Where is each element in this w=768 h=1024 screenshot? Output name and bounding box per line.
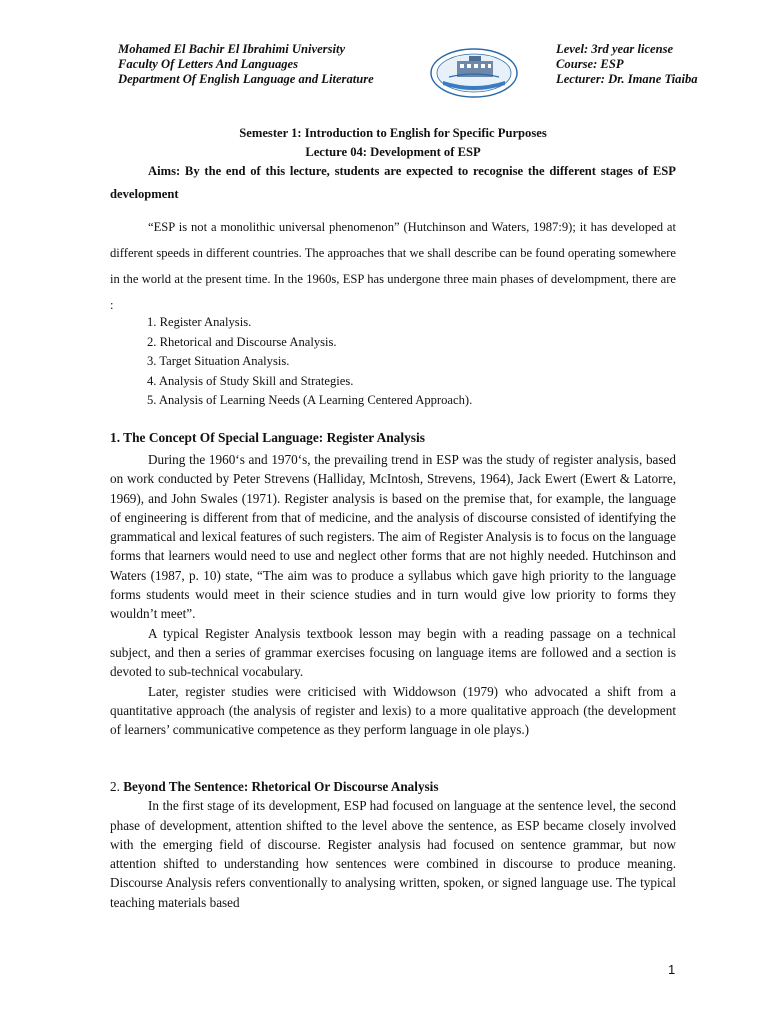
lecture-subtitle: Lecture 04: Development of ESP — [305, 145, 481, 159]
list-item: 5. Analysis of Learning Needs (A Learning Centered Approach). — [147, 393, 473, 407]
university-logo — [429, 47, 519, 99]
section-2-paragraph: In the first stage of its development, ESP had focused on language at the sentence level, the second phase of development, attention shifted to the level above the sentence, as ESP became closely involved with the emerging field of discourse. Register analysis had focused on sentence grammar, but now attention shifted to understanding how sentences were combined in discourse to produce meaning. Discourse Analysis refers conventionally to analysing written, spoken, or signed language use. The typical teaching materials based — [110, 798, 676, 910]
section-2-number: 2. — [110, 779, 124, 794]
section-2 — [110, 777, 676, 912]
aims-paragraph — [110, 160, 676, 206]
level-label: Level: 3rd year license — [556, 42, 674, 56]
section-2-heading — [110, 777, 676, 796]
faculty-name: Faculty Of Letters And Languages — [118, 57, 299, 71]
intro-section — [110, 214, 676, 318]
list-item: 4. Analysis of Study Skill and Strategies. — [147, 373, 354, 388]
list-item: 3. Target Situation Analysis. — [147, 354, 290, 368]
lecturer-label: Lecturer: Dr. Imane Tiaiba — [556, 72, 698, 86]
page-number: 1 — [668, 962, 676, 977]
section-1-paragraph-2: A typical Register Analysis textbook lesson may begin with a reading passage on a technical subject, and then a series of grammar exercises focusing on language items are followed and a section is devoted to sub-technical vocabulary. — [110, 625, 676, 680]
section-1-body — [110, 450, 676, 739]
section-1-heading: 1. The Concept Of Special Language: Register Analysis — [110, 430, 425, 445]
section-1-paragraph-3: Later, register studies were criticised with Widdowson (1979) who advocated a shift from a quantitative approach (the analysis of register and lexis) to a more qualitative approach (the development of learners’ communicative competence as they perform language in ole plays.) — [110, 683, 676, 738]
phases-list — [147, 313, 667, 411]
section-2-title: Beyond The Sentence: Rhetorical Or Discourse Analysis — [123, 779, 439, 794]
lecture-title — [110, 124, 676, 162]
section-1-paragraph-1: During the 1960‘s and 1970‘s, the prevailing trend in ESP was the study of register analysis, based on work conducted by Peter Strevens (Halliday, McIntosh, Strevens, 1964), Jack Ewert (Ewert & Latorre, 1969), and John Swales (1971). Register analysis is based on the premise that, for example, the language of engineering is different from that of medicine, and the analysis of discourse consisted of identifying the grammatical and lexical features of such registers. The aim of Register Analysis is to focus on the language forms that learners would need to use and neglect other forms that are not highly needed. Hutchinson and Waters (1987, p. 10) state, “The aim was to produce a syllabus which gave high priority to the language forms students would meet in their science studies and in turn would give low priority to forms they wouldn’t meet”. — [110, 452, 676, 622]
intro-paragraph: “ESP is not a monolithic universal phenomenon” (Hutchinson and Waters, 1987:9); it has developed at different speeds in different countries. The approaches that we shall describe can be found operating somewhere in the world at the present time. In the 1960s, ESP has undergone three main phases of develompment, there are : — [110, 220, 676, 312]
semester-title: Semester 1: Introduction to English for Specific Purposes — [239, 126, 547, 140]
list-item: 1. Register Analysis. — [147, 315, 252, 329]
page-header — [118, 42, 698, 112]
course-info — [556, 42, 698, 87]
list-item: 2. Rhetorical and Discourse Analysis. — [147, 334, 337, 349]
course-label: Course: ESP — [556, 57, 624, 71]
university-info — [118, 42, 374, 87]
university-name: Mohamed El Bachir El Ibrahimi University — [118, 42, 346, 56]
department-name: Department Of English Language and Literature — [118, 72, 374, 86]
aims-text: Aims: By the end of this lecture, students are expected to recognise the different stages of ESP development — [110, 164, 676, 201]
